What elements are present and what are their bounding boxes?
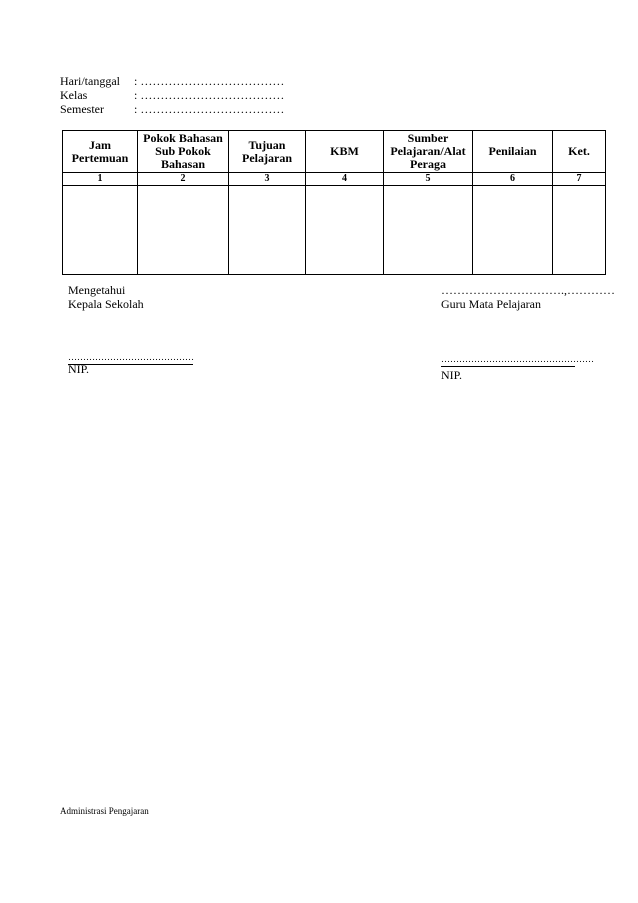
right-nip-label: NIP. xyxy=(441,368,463,382)
date-place-line: ………………………….,………… xyxy=(441,283,615,297)
col-header-tujuan-pelajaran: Tujuan Pelajaran xyxy=(229,131,306,173)
col-header-sumber-pelajaran: Sumber Pelajaran/Alat Peraga xyxy=(384,131,473,173)
lesson-plan-table xyxy=(62,130,606,275)
table-cell-empty[interactable] xyxy=(63,186,138,275)
table-cell-empty[interactable] xyxy=(306,186,384,275)
mengetahui-label: Mengetahui xyxy=(68,283,126,297)
col-header-jam-pertemuan: Jam Pertemuan xyxy=(63,131,138,173)
kepala-sekolah-label: Kepala Sekolah xyxy=(68,297,144,311)
field-label-hari-tanggal: Hari/tanggal xyxy=(60,74,120,88)
col-header-penilaian: Penilaian xyxy=(473,131,553,173)
col-header-kbm: KBM xyxy=(306,131,384,173)
col-number: 7 xyxy=(553,173,606,186)
table-cell-empty[interactable] xyxy=(473,186,553,275)
col-number: 6 xyxy=(473,173,553,186)
col-number: 3 xyxy=(229,173,306,186)
left-nip-label: NIP. xyxy=(68,362,90,376)
col-number: 4 xyxy=(306,173,384,186)
table-number-row xyxy=(63,173,606,186)
col-header-pokok-bahasan: Pokok Bahasan Sub Pokok Bahasan xyxy=(138,131,229,173)
field-label-kelas: Kelas xyxy=(60,88,88,102)
table-body-row xyxy=(63,186,606,275)
field-value-semester: : ……………………………… xyxy=(134,102,285,116)
table-cell-empty[interactable] xyxy=(384,186,473,275)
table-cell-empty[interactable] xyxy=(229,186,306,275)
right-name-line: …………………………………………… xyxy=(441,352,575,367)
field-label-semester: Semester xyxy=(60,102,104,116)
col-header-ket: Ket. xyxy=(553,131,606,173)
table-cell-empty[interactable] xyxy=(553,186,606,275)
guru-mata-pelajaran-label: Guru Mata Pelajaran xyxy=(441,297,541,311)
field-value-hari-tanggal: : ……………………………… xyxy=(134,74,285,88)
col-number: 1 xyxy=(63,173,138,186)
page-footer: Administrasi Pengajaran xyxy=(60,806,149,816)
col-number: 2 xyxy=(138,173,229,186)
table-cell-empty[interactable] xyxy=(138,186,229,275)
col-number: 5 xyxy=(384,173,473,186)
field-value-kelas: : ……………………………… xyxy=(134,88,285,102)
left-name-line: …………………………………… xyxy=(68,350,193,365)
table-header-row xyxy=(63,131,606,173)
